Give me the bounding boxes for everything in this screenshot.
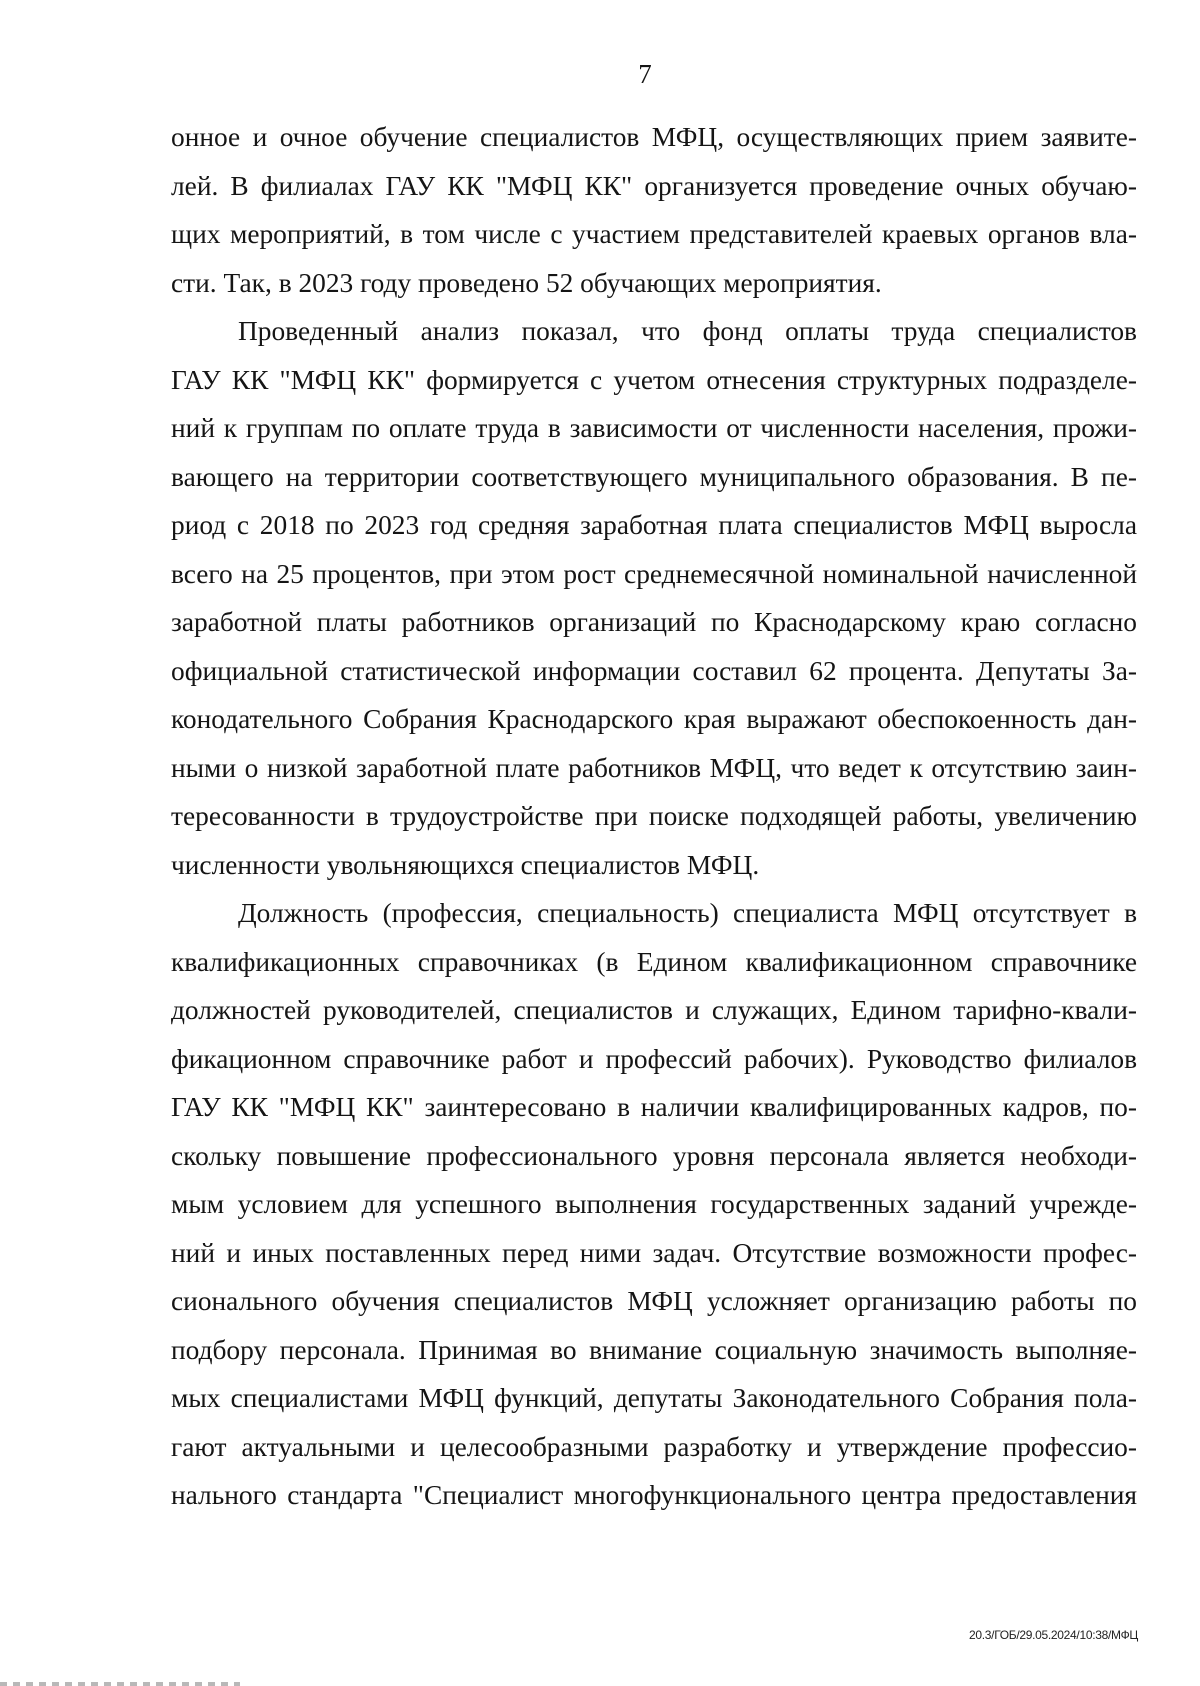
text-line: сионального обучения специалистов МФЦ усложняет организацию работы по [171, 1286, 1137, 1316]
text-line: официальной статистической информации составил 62 процента. Депутаты За- [171, 655, 1137, 686]
text-line: заработной платы работников организаций по Краснодарскому краю согласно [171, 607, 1137, 637]
text-line: конодательного Собрания Краснодарского края выражают обеспокоенность дан- [171, 704, 1137, 734]
text-line: мых специалистами МФЦ функций, депутаты Законодательного Собрания пола- [171, 1383, 1137, 1413]
text-line: лей. В филиалах ГАУ КК "МФЦ КК" организуется проведение очных обучаю- [171, 170, 1137, 201]
page-number: 7 [638, 59, 652, 89]
text-line: онное и очное обучение специалистов МФЦ, осуществляющих прием заявите- [171, 122, 1137, 152]
text-line: тересованности в трудоустройстве при поиске подходящей работы, увеличению [171, 801, 1137, 831]
document-footer-code: 20.3/ГОБ/29.05.2024/10:38/МФЦ [969, 1628, 1138, 1642]
text-line: вающего на территории соответствующего муниципального образования. В пе- [171, 461, 1137, 492]
text-line: должностей руководителей, специалистов и служащих, Едином тарифно-квали- [171, 995, 1137, 1025]
paragraph-first-line: Проведенный анализ показал, что фонд оплаты труда специалистов [238, 316, 1137, 346]
scan-edge-artifact [0, 1682, 240, 1686]
text-line: ГАУ КК "МФЦ КК" заинтересовано в наличии квалифицированных кадров, по- [171, 1092, 1137, 1122]
text-line: нального стандарта "Специалист многофункционального центра предоставления [171, 1480, 1137, 1510]
text-line: всего на 25 процентов, при этом рост среднемесячной номинальной начисленной [171, 558, 1137, 589]
text-line: фикационном справочнике работ и профессий рабочих). Руководство филиалов [171, 1043, 1137, 1074]
text-line: риод с 2018 по 2023 год средняя заработная плата специалистов МФЦ выросла [171, 510, 1137, 540]
text-line: сти. Так, в 2023 году проведено 52 обучающих мероприятия. [171, 267, 882, 298]
text-line: подбору персонала. Принимая во внимание социальную значимость выполняе- [171, 1334, 1137, 1365]
body-text [171, 113, 1137, 1520]
text-line: ГАУ КК "МФЦ КК" формируется с учетом отнесения структурных подразделе- [171, 364, 1137, 395]
text-line: ний к группам по оплате труда в зависимости от численности населения, прожи- [171, 413, 1137, 443]
text-line: гают актуальными и целесообразными разработку и утверждение профессио- [171, 1431, 1137, 1462]
paragraph-first-line: Должность (профессия, специальность) специалиста МФЦ отсутствует в [238, 898, 1137, 928]
text-line: квалификационных справочниках (в Едином квалификационном справочнике [171, 946, 1137, 977]
text-line: численности увольняющихся специалистов МФЦ. [171, 849, 760, 880]
text-line: мым условием для успешного выполнения государственных заданий учрежде- [171, 1189, 1137, 1219]
text-line: ний и иных поставленных перед ними задач. Отсутствие возможности профес- [171, 1237, 1137, 1268]
text-line: щих мероприятий, в том числе с участием представителей краевых органов вла- [171, 219, 1137, 249]
text-line: скольку повышение профессионального уровня персонала является необходи- [171, 1140, 1137, 1171]
text-line: ными о низкой заработной плате работников МФЦ, что ведет к отсутствию заин- [171, 752, 1137, 783]
